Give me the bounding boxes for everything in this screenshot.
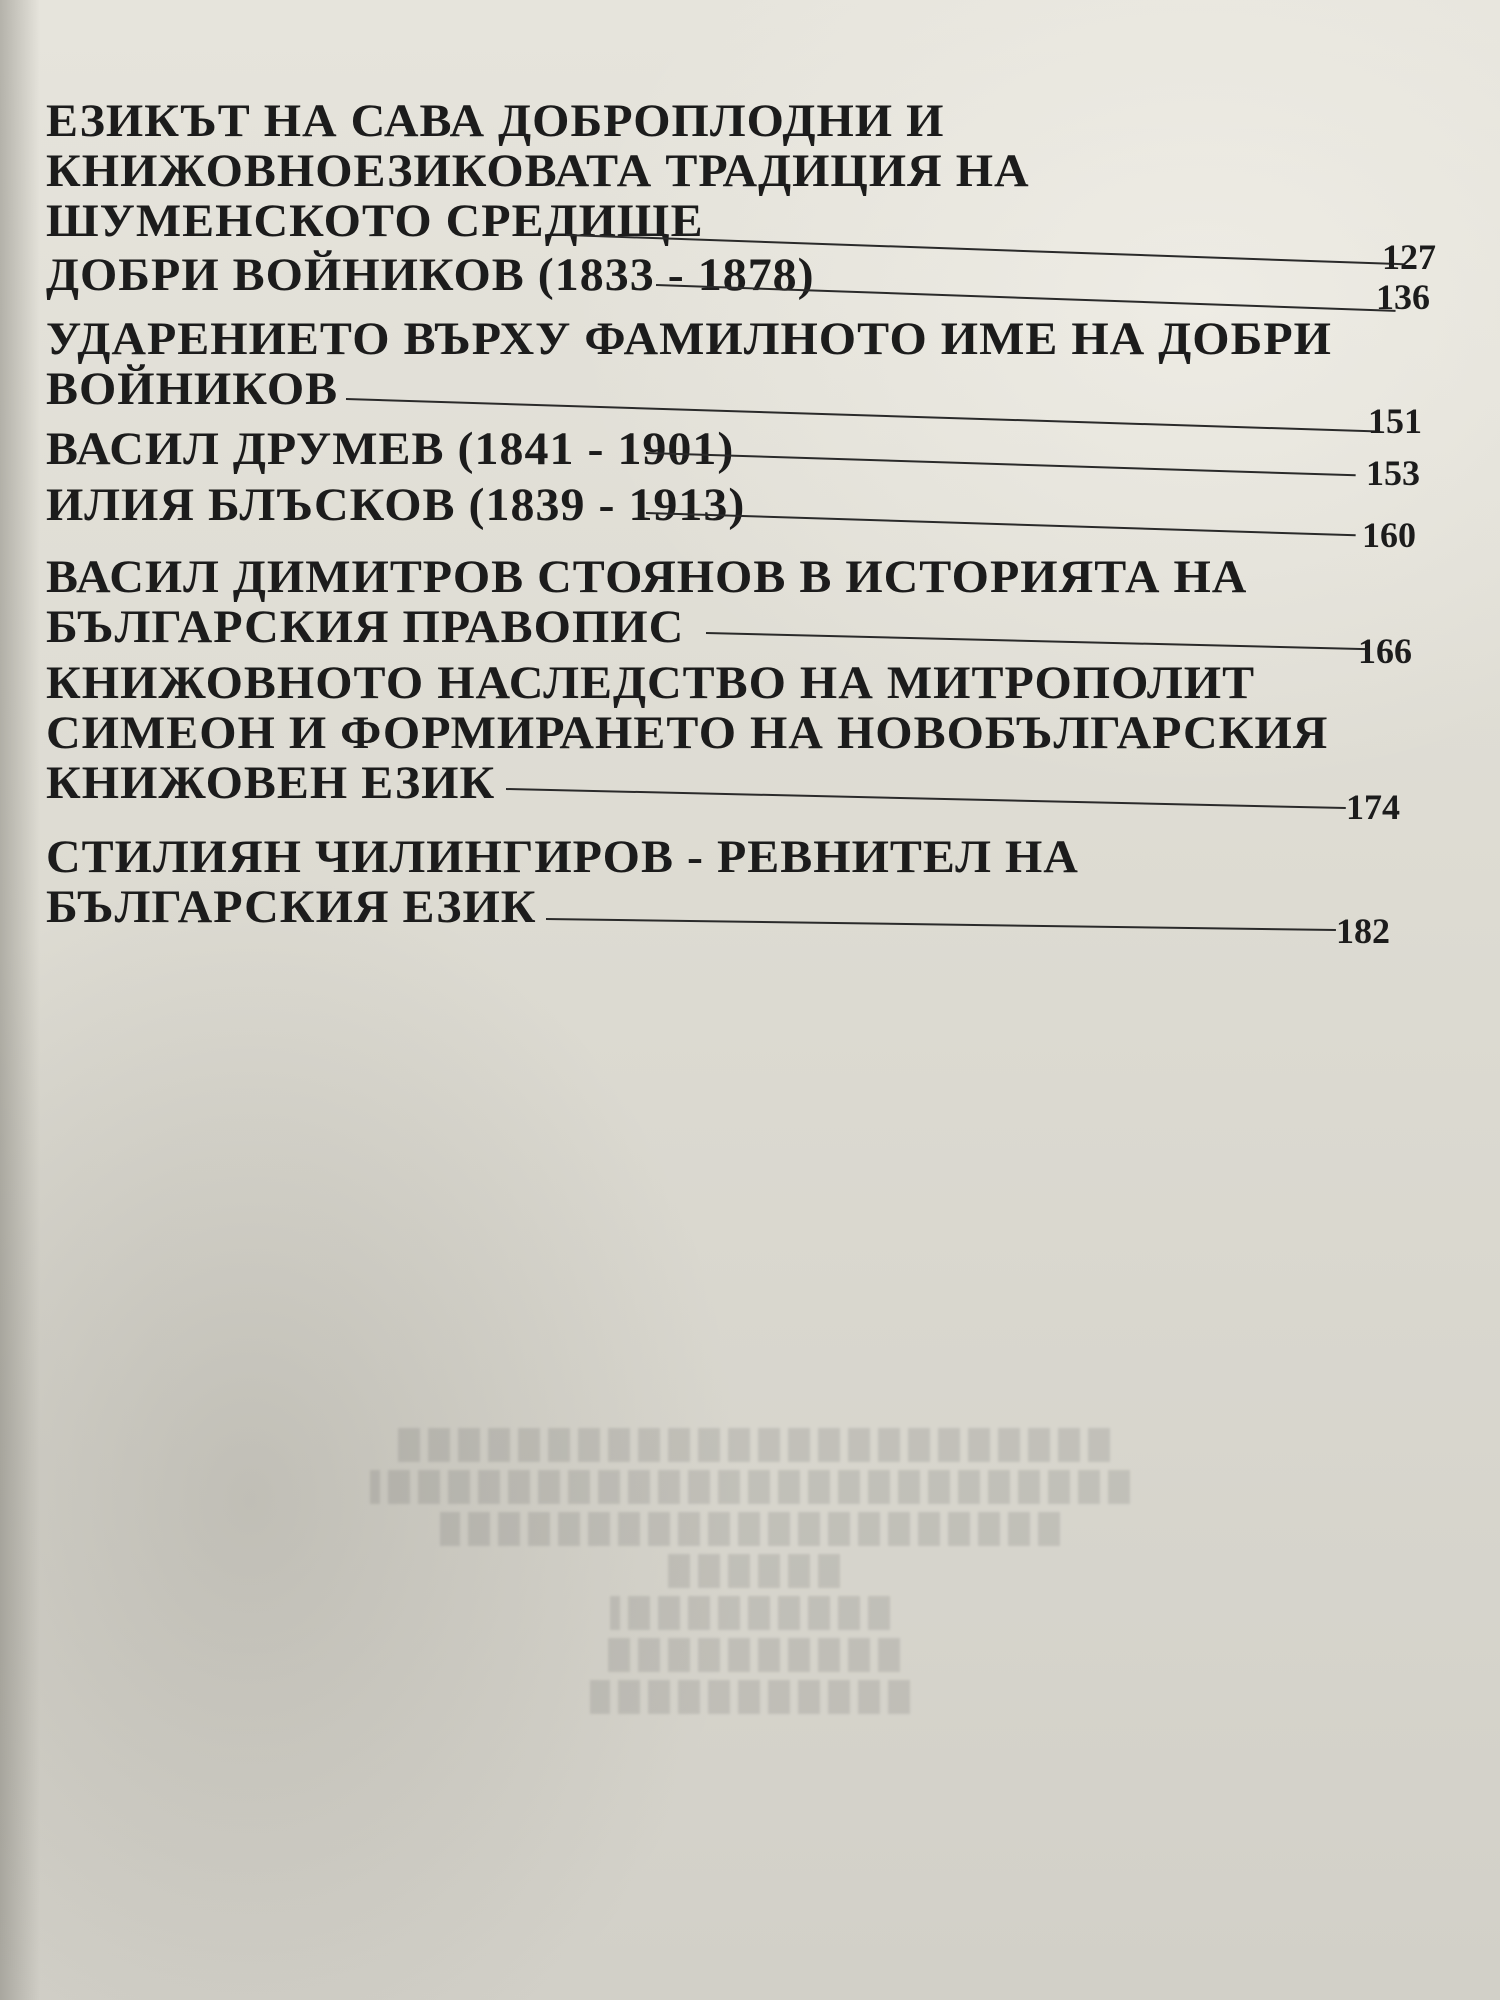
toc-entry [46,831,1446,951]
toc-entry-title-line: БЪЛГАРСКИЯ ЕЗИК [46,881,537,933]
toc-entry-title-line: ВАСИЛ ДРУМЕВ (1841 - 1901) [46,423,735,475]
show-through-text [300,1420,1200,1840]
toc-entry-title-line: КНИЖОВЕН ЕЗИК [46,757,496,809]
dot-leader [646,452,1356,476]
toc-entry [46,249,1446,317]
toc-entry-title-line: ДОБРИ ВОЙНИКОВ (1833 - 1878) [46,249,815,301]
toc-entry-title-line: ВАСИЛ ДИМИТРОВ СТОЯНОВ В ИСТОРИЯТА НА [46,551,1248,603]
toc-page-number: 182 [1336,911,1390,951]
toc-entry-title-line: ЕЗИКЪТ НА САВА ДОБРОПЛОДНИ И [46,95,945,147]
toc-entry [46,423,1446,493]
toc-page-number: 174 [1346,787,1400,827]
toc-entry [46,313,1446,441]
dot-leader [506,788,1346,809]
toc-entry [46,551,1446,671]
spine-shadow [0,0,40,2000]
toc-page-number: 166 [1358,631,1412,671]
toc-entry-title-line: КНИЖОВНОЕЗИКОВАТА ТРАДИЦИЯ НА [46,145,1030,197]
toc-page-number: 127 [1382,237,1436,277]
toc-page-number: 160 [1362,515,1416,555]
table-of-contents [46,95,1446,951]
toc-entry-title-line: ВОЙНИКОВ [46,363,339,415]
toc-entry-title-line: УДАРЕНИЕТО ВЪРХУ ФАМИЛНОТО ИМЕ НА ДОБРИ [46,313,1332,365]
toc-entry-title-line: СТИЛИЯН ЧИЛИНГИРОВ - РЕВНИТЕЛ НА [46,831,1079,883]
toc-entry-title-line: ШУМЕНСКОТО СРЕДИЩЕ [46,195,704,247]
toc-entry [46,479,1446,555]
dot-leader [706,632,1366,650]
dot-leader [546,918,1336,931]
toc-page-number: 153 [1366,453,1420,493]
dot-leader [646,512,1356,536]
toc-page-number: 151 [1368,401,1422,441]
toc-entry-title-line: КНИЖОВНОТО НАСЛЕДСТВО НА МИТРОПОЛИТ [46,657,1256,709]
toc-entry [46,657,1446,827]
toc-entry-title-line: ИЛИЯ БЛЪСКОВ (1839 - 1913) [46,479,746,531]
toc-page-number: 136 [1376,277,1430,317]
toc-entry-title-line: БЪЛГАРСКИЯ ПРАВОПИС [46,601,685,653]
toc-entry-title-line: СИМЕОН И ФОРМИРАНЕТО НА НОВОБЪЛГАРСКИЯ [46,707,1329,759]
